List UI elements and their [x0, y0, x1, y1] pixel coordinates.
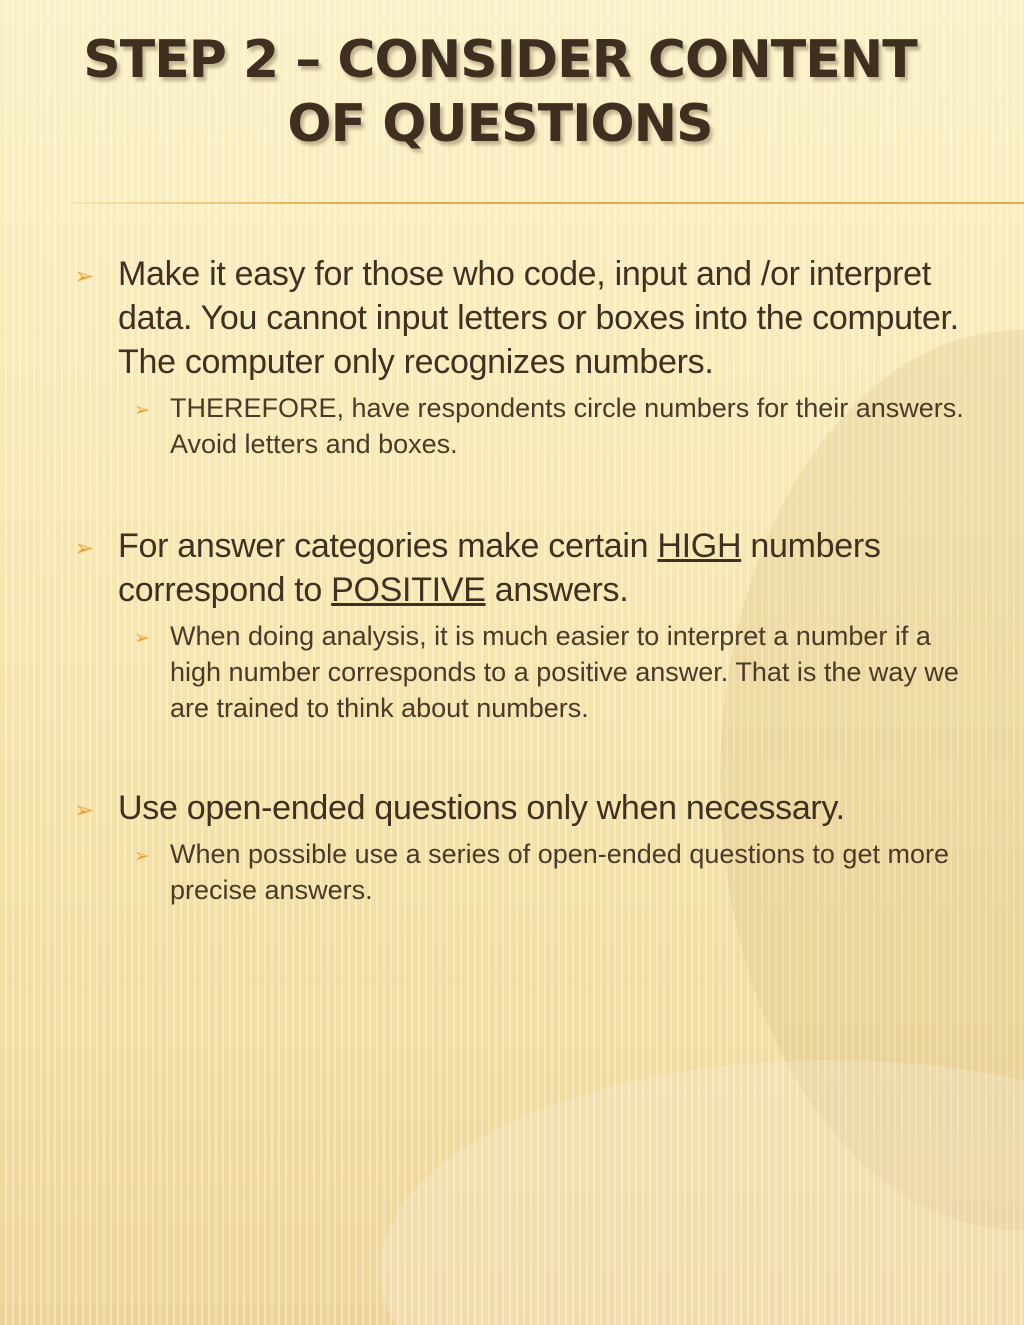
background-swoosh	[380, 1060, 1024, 1325]
arrow-bullet-icon: ➢	[134, 627, 150, 649]
bullet-text: Use open-ended questions only when necessary.	[118, 789, 845, 827]
arrow-bullet-icon: ➢	[74, 796, 94, 824]
emphasis-positive: POSITIVE	[331, 571, 486, 609]
slide-title	[80, 28, 920, 156]
bullet-text-part: answers.	[485, 571, 629, 609]
sub-bullet-item	[124, 390, 972, 462]
sub-bullet-text: THEREFORE, have respondents circle numbers for their answers. Avoid letters and boxes.	[170, 393, 964, 459]
sub-bullet-text: When doing analysis, it is much easier to interpret a number if a high number corresponds to a positive answer. That is the way we are trained to think about numbers.	[170, 621, 959, 723]
bullet-item	[72, 252, 972, 384]
title-line: STEP 2 – CONSIDER CONTENT	[83, 30, 917, 90]
sub-bullet-item	[124, 836, 972, 908]
emphasis-high: HIGH	[657, 527, 742, 565]
sub-bullet-text: When possible use a series of open-ended questions to get more precise answers.	[170, 839, 949, 905]
arrow-bullet-icon: ➢	[74, 534, 94, 562]
sub-bullet-item	[124, 618, 972, 726]
bullet-text: Make it easy for those who code, input and /or interpret data. You cannot input letters or boxes into the computer. The computer only recognizes numbers.	[118, 255, 959, 381]
title-divider	[70, 202, 1024, 204]
bullet-item	[72, 524, 972, 612]
bullet-text-part: numbers correspond to	[118, 527, 881, 609]
title-line: OF QUESTIONS	[287, 94, 713, 154]
arrow-bullet-icon: ➢	[134, 845, 150, 867]
bullet-item	[72, 786, 972, 830]
arrow-bullet-icon: ➢	[74, 262, 94, 290]
bullet-text-part: For answer categories make certain	[118, 527, 658, 565]
arrow-bullet-icon: ➢	[134, 399, 150, 421]
bullet-list	[72, 252, 972, 908]
